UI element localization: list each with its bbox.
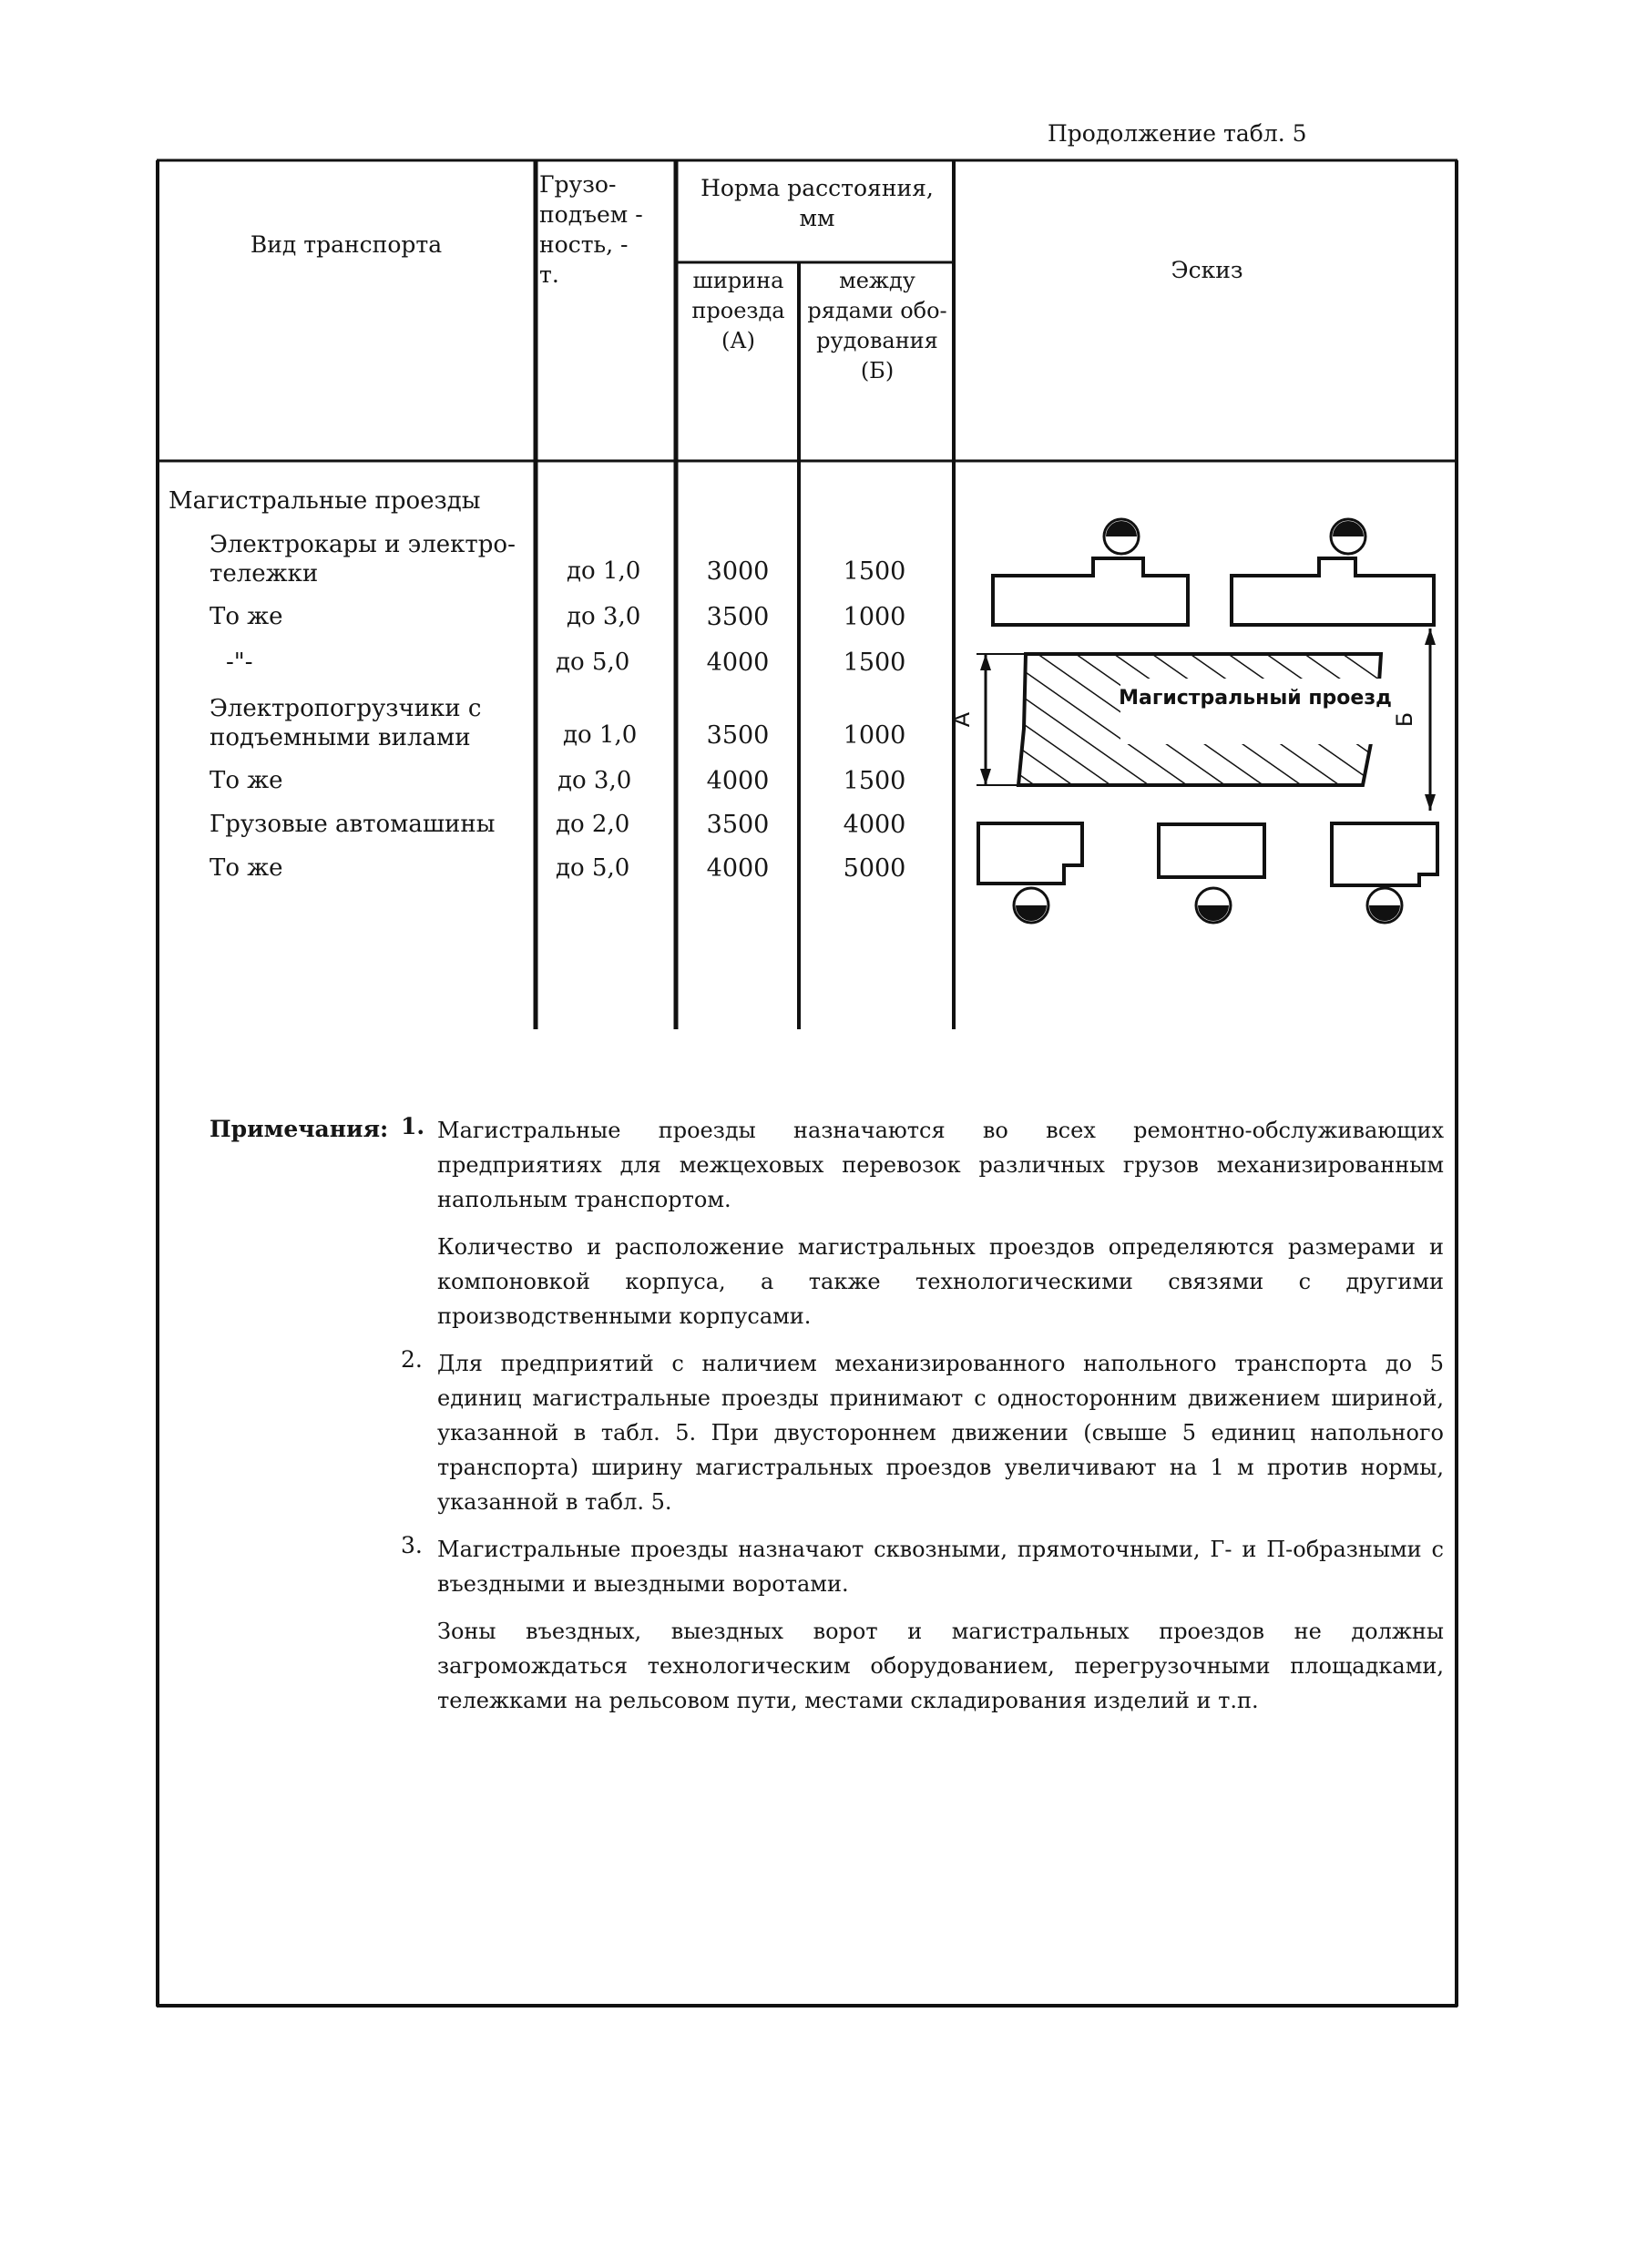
note-1-num: 1. (401, 1113, 425, 1139)
dim-a-label: А (949, 711, 975, 728)
row-6-capacity: до 2,0 (556, 811, 630, 838)
row-1-b: 1500 (843, 557, 906, 586)
row-5-b: 1500 (843, 767, 906, 795)
row-7-b: 5000 (843, 854, 906, 883)
equipment-top-left (993, 558, 1188, 625)
row-3-a: 4000 (706, 649, 770, 677)
row-1-a: 3000 (706, 557, 770, 586)
header-between-rows: между рядами обо- рудования (Б) (807, 268, 947, 383)
row-2-a: 3500 (706, 603, 770, 631)
notes-label: Примечания: (210, 1116, 389, 1142)
row-4-capacity: до 1,0 (563, 721, 638, 749)
header-sketch: Эскиз (1171, 257, 1243, 283)
note-1 (401, 1113, 1444, 1217)
header-norm: Норма расстояния, мм (701, 175, 934, 231)
row-4-b: 1000 (843, 721, 906, 750)
note-1-cont-text: Количество и расположение магистральных проездов определяются размерами и компоновкой корпуса, а также технологическими связями с другими производственными корпусами. (437, 1234, 1444, 1329)
equipment-bottom-2 (1159, 824, 1264, 877)
note-3-num: 3. (401, 1532, 423, 1558)
section-title: Магистральные проезды (169, 487, 481, 515)
row-1-capacity: до 1,0 (567, 557, 641, 585)
row-3-b: 1500 (843, 649, 906, 677)
note-3-text: Магистральные проезды назначают сквозными, прямоточными, Г- и П-образными с въездными и выездными воротами. (437, 1537, 1444, 1597)
header-vehicle-type: Вид транспорта (250, 231, 443, 258)
row-2-capacity: до 3,0 (567, 603, 641, 630)
note-2-num: 2. (401, 1346, 423, 1373)
row-7-a: 4000 (706, 854, 770, 883)
row-6-type: Грузовые автомашины (210, 811, 496, 838)
notes-block (401, 1113, 1444, 1718)
equipment-bottom-1 (978, 823, 1082, 884)
header-aisle-width: ширина проезда (А) (691, 268, 785, 353)
equipment-bottom-3 (1332, 823, 1437, 885)
operator-marker-1 (1104, 519, 1139, 554)
continuation-caption: Продолжение табл. 5 (1048, 120, 1307, 147)
row-2-type: То же (210, 603, 283, 630)
row-2-b: 1000 (843, 603, 906, 631)
row-4-type: Электропогрузчики с подъемными вилами (210, 695, 482, 751)
sketch-drawing (949, 465, 1453, 938)
note-1-text: Магистральные проезды назначаются во всех ремонтно-обслуживающих предприятиях для межцеховых перевозок различных грузов механизированным напольным транспортом. (437, 1118, 1444, 1212)
row-4-a: 3500 (706, 721, 770, 750)
operator-marker-4 (1196, 888, 1231, 923)
note-1-cont (401, 1230, 1444, 1333)
row-5-a: 4000 (706, 767, 770, 795)
row-3-capacity: до 5,0 (556, 649, 630, 676)
note-3-cont (401, 1614, 1444, 1718)
equipment-top-right (1232, 558, 1434, 625)
note-3 (401, 1532, 1444, 1601)
sketch-label: Магистральный проезд (1119, 687, 1392, 710)
row-6-a: 3500 (706, 811, 770, 839)
row-6-b: 4000 (843, 811, 906, 839)
operator-marker-3 (1014, 888, 1048, 923)
note-3-cont-text: Зоны въездных, выездных ворот и магистральных проездов не должны загромождаться технологическим оборудованием, перегрузочными площадками, тележками на рельсовом пути, местами складирования изделий и т.п. (437, 1619, 1444, 1713)
row-5-capacity: до 3,0 (557, 767, 632, 794)
row-1-type: Электрокары и электро- тележки (210, 531, 516, 587)
header-capacity: Грузо- подъем - ность, - т. (539, 171, 643, 288)
note-2-text: Для предприятий с наличием механизированного напольного транспорта до 5 единиц магистральные проезды принимают с односторонним движением шириной, указанной в табл. 5. При двустороннем движении (свыше 5 единиц напольного транспорта) ширину магистральных проездов увеличивают на 1 м против нормы, указанной в табл. 5. (437, 1351, 1444, 1515)
operator-marker-5 (1367, 888, 1402, 923)
row-3-type: -"- (226, 649, 253, 676)
row-7-capacity: до 5,0 (556, 854, 630, 882)
dim-b-label: Б (1392, 711, 1417, 728)
note-2 (401, 1346, 1444, 1519)
row-7-type: То же (210, 854, 283, 882)
row-5-type: То же (210, 767, 283, 794)
main-passage (1018, 654, 1403, 785)
operator-marker-2 (1331, 519, 1365, 554)
